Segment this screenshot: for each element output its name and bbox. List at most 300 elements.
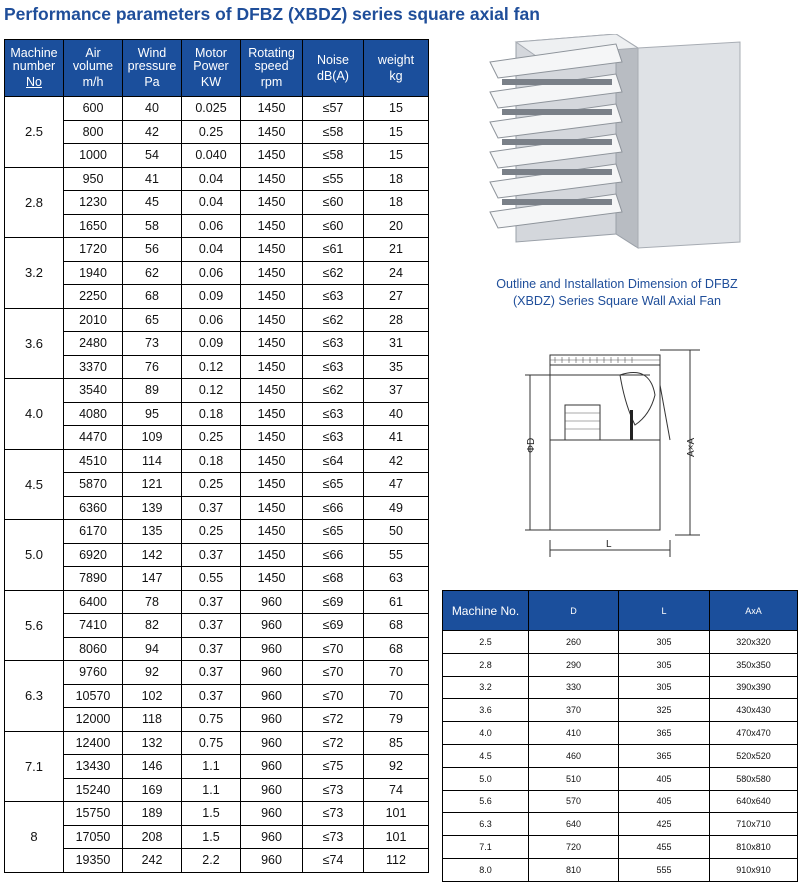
wind-pressure-cell: 146	[123, 755, 182, 779]
air-volume-cell: 4510	[64, 449, 123, 473]
motor-power-cell: 1.1	[182, 755, 241, 779]
dimension-table	[442, 590, 798, 882]
wind-pressure-cell: 189	[123, 802, 182, 826]
noise-cell: ≤63	[303, 355, 364, 379]
machine-no-cell: 2.8	[443, 653, 529, 676]
motor-power-cell: 0.37	[182, 637, 241, 661]
caption-line-2: (XBDZ) Series Square Wall Axial Fan	[512, 294, 722, 308]
rotating-speed-cell: 1450	[241, 238, 303, 262]
header-machine-number: Machine number No	[5, 40, 64, 97]
table-row	[5, 97, 429, 121]
air-volume-cell: 6400	[64, 590, 123, 614]
performance-header-row	[5, 40, 429, 97]
weight-cell: 18	[364, 167, 429, 191]
l-cell: 405	[619, 767, 710, 790]
air-volume-cell: 12400	[64, 731, 123, 755]
axa-cell: 810x810	[710, 836, 798, 859]
noise-cell: ≤70	[303, 661, 364, 685]
page-title: Performance parameters of DFBZ (XBDZ) series square axial fan	[4, 4, 540, 24]
air-volume-cell: 7410	[64, 614, 123, 638]
motor-power-cell: 0.37	[182, 590, 241, 614]
air-volume-cell: 15240	[64, 778, 123, 802]
l-cell: 455	[619, 836, 710, 859]
table-row	[5, 379, 429, 403]
axa-cell: 910x910	[710, 858, 798, 881]
wind-pressure-cell: 45	[123, 191, 182, 215]
header-machine-no: Machine No.	[443, 591, 529, 631]
rotating-speed-cell: 960	[241, 755, 303, 779]
air-volume-cell: 1000	[64, 144, 123, 168]
motor-power-cell: 0.04	[182, 167, 241, 191]
table-row	[5, 308, 429, 332]
air-volume-cell: 600	[64, 97, 123, 121]
machine-no-cell: 6.3	[443, 813, 529, 836]
table-row	[5, 802, 429, 826]
table-row	[5, 449, 429, 473]
wind-pressure-cell: 58	[123, 214, 182, 238]
weight-cell: 18	[364, 191, 429, 215]
fan-photo	[488, 34, 756, 254]
noise-cell: ≤63	[303, 426, 364, 450]
weight-cell: 70	[364, 684, 429, 708]
air-volume-cell: 13430	[64, 755, 123, 779]
air-volume-cell: 800	[64, 120, 123, 144]
wind-pressure-cell: 78	[123, 590, 182, 614]
weight-cell: 101	[364, 802, 429, 826]
header-axa: AxA	[710, 591, 798, 631]
l-cell: 555	[619, 858, 710, 881]
rotating-speed-cell: 1450	[241, 567, 303, 591]
motor-power-cell: 0.04	[182, 191, 241, 215]
l-cell: 365	[619, 744, 710, 767]
air-volume-cell: 6360	[64, 496, 123, 520]
air-volume-cell: 4080	[64, 402, 123, 426]
l-cell: 425	[619, 813, 710, 836]
air-volume-cell: 9760	[64, 661, 123, 685]
header-l: L	[619, 591, 710, 631]
wind-pressure-cell: 139	[123, 496, 182, 520]
air-volume-cell: 6920	[64, 543, 123, 567]
noise-cell: ≤72	[303, 731, 364, 755]
weight-cell: 61	[364, 590, 429, 614]
rotating-speed-cell: 960	[241, 731, 303, 755]
noise-cell: ≤65	[303, 520, 364, 544]
table-row	[5, 708, 429, 732]
noise-cell: ≤73	[303, 778, 364, 802]
wind-pressure-cell: 242	[123, 849, 182, 873]
d-cell: 720	[529, 836, 619, 859]
header-air-volume: Air volume m/h	[64, 40, 123, 97]
motor-power-cell: 0.06	[182, 261, 241, 285]
air-volume-cell: 17050	[64, 825, 123, 849]
table-row	[5, 543, 429, 567]
motor-power-cell: 0.37	[182, 543, 241, 567]
table-row	[443, 676, 798, 699]
motor-power-cell: 0.040	[182, 144, 241, 168]
wind-pressure-cell: 135	[123, 520, 182, 544]
rotating-speed-cell: 1450	[241, 426, 303, 450]
weight-cell: 63	[364, 567, 429, 591]
wind-pressure-cell: 68	[123, 285, 182, 309]
d-cell: 370	[529, 699, 619, 722]
weight-cell: 50	[364, 520, 429, 544]
wind-pressure-cell: 147	[123, 567, 182, 591]
weight-cell: 68	[364, 614, 429, 638]
rotating-speed-cell: 1450	[241, 144, 303, 168]
wind-pressure-cell: 73	[123, 332, 182, 356]
noise-cell: ≤74	[303, 849, 364, 873]
rotating-speed-cell: 1450	[241, 308, 303, 332]
d-cell: 810	[529, 858, 619, 881]
machine-number-cell: 5.0	[5, 520, 64, 591]
motor-power-cell: 0.025	[182, 97, 241, 121]
weight-cell: 21	[364, 238, 429, 262]
noise-cell: ≤63	[303, 402, 364, 426]
weight-cell: 79	[364, 708, 429, 732]
wind-pressure-cell: 89	[123, 379, 182, 403]
noise-cell: ≤60	[303, 214, 364, 238]
noise-cell: ≤62	[303, 379, 364, 403]
motor-power-cell: 0.25	[182, 473, 241, 497]
header-wind-pressure: Wind pressure Pa	[123, 40, 182, 97]
machine-no-cell: 4.5	[443, 744, 529, 767]
table-row	[5, 238, 429, 262]
noise-cell: ≤55	[303, 167, 364, 191]
wind-pressure-cell: 41	[123, 167, 182, 191]
air-volume-cell: 2010	[64, 308, 123, 332]
motor-power-cell: 0.75	[182, 708, 241, 732]
machine-no-cell: 3.2	[443, 676, 529, 699]
l-cell: 405	[619, 790, 710, 813]
table-row	[443, 858, 798, 881]
table-row	[5, 214, 429, 238]
noise-cell: ≤58	[303, 120, 364, 144]
rotating-speed-cell: 1450	[241, 543, 303, 567]
table-row	[5, 332, 429, 356]
length-label: L	[606, 539, 612, 550]
machine-no-cell: 7.1	[443, 836, 529, 859]
axa-cell: 470x470	[710, 722, 798, 745]
table-row	[443, 813, 798, 836]
weight-cell: 28	[364, 308, 429, 332]
axa-cell: 320x320	[710, 631, 798, 654]
wind-pressure-cell: 42	[123, 120, 182, 144]
motor-power-cell: 0.75	[182, 731, 241, 755]
machine-no-cell: 5.0	[443, 767, 529, 790]
diameter-label: ΦD	[526, 437, 537, 453]
weight-cell: 41	[364, 426, 429, 450]
table-row	[5, 191, 429, 215]
noise-cell: ≤60	[303, 191, 364, 215]
noise-cell: ≤72	[303, 708, 364, 732]
d-cell: 510	[529, 767, 619, 790]
machine-no-cell: 5.6	[443, 790, 529, 813]
motor-power-cell: 0.25	[182, 520, 241, 544]
d-cell: 640	[529, 813, 619, 836]
rotating-speed-cell: 1450	[241, 355, 303, 379]
rotating-speed-cell: 1450	[241, 285, 303, 309]
header-weight: weight kg	[364, 40, 429, 97]
air-volume-cell: 1720	[64, 238, 123, 262]
table-row	[5, 614, 429, 638]
rotating-speed-cell: 1450	[241, 191, 303, 215]
rotating-speed-cell: 1450	[241, 261, 303, 285]
air-volume-cell: 1230	[64, 191, 123, 215]
wind-pressure-cell: 208	[123, 825, 182, 849]
wind-pressure-cell: 114	[123, 449, 182, 473]
table-row	[443, 699, 798, 722]
wind-pressure-cell: 132	[123, 731, 182, 755]
air-volume-cell: 5870	[64, 473, 123, 497]
weight-cell: 49	[364, 496, 429, 520]
noise-cell: ≤64	[303, 449, 364, 473]
weight-cell: 37	[364, 379, 429, 403]
noise-cell: ≤70	[303, 684, 364, 708]
axa-cell: 390x390	[710, 676, 798, 699]
table-row	[5, 402, 429, 426]
rotating-speed-cell: 960	[241, 825, 303, 849]
rotating-speed-cell: 960	[241, 637, 303, 661]
machine-no-cell: 8.0	[443, 858, 529, 881]
rotating-speed-cell: 960	[241, 684, 303, 708]
weight-cell: 15	[364, 120, 429, 144]
header-rotating-speed: Rotating speed rpm	[241, 40, 303, 97]
motor-power-cell: 0.37	[182, 684, 241, 708]
table-row	[5, 167, 429, 191]
weight-cell: 15	[364, 144, 429, 168]
weight-cell: 24	[364, 261, 429, 285]
rotating-speed-cell: 960	[241, 778, 303, 802]
weight-cell: 20	[364, 214, 429, 238]
wind-pressure-cell: 142	[123, 543, 182, 567]
weight-cell: 40	[364, 402, 429, 426]
weight-cell: 31	[364, 332, 429, 356]
axa-cell: 580x580	[710, 767, 798, 790]
table-row	[443, 767, 798, 790]
noise-cell: ≤58	[303, 144, 364, 168]
machine-no-cell: 4.0	[443, 722, 529, 745]
motor-power-cell: 0.09	[182, 332, 241, 356]
d-cell: 410	[529, 722, 619, 745]
wind-pressure-cell: 109	[123, 426, 182, 450]
motor-power-cell: 0.18	[182, 402, 241, 426]
table-row	[5, 684, 429, 708]
noise-cell: ≤73	[303, 825, 364, 849]
table-row	[5, 520, 429, 544]
table-row	[5, 849, 429, 873]
motor-power-cell: 0.12	[182, 379, 241, 403]
machine-number-cell: 4.5	[5, 449, 64, 520]
axa-cell: 430x430	[710, 699, 798, 722]
noise-cell: ≤69	[303, 590, 364, 614]
machine-number-cell: 8	[5, 802, 64, 873]
axa-cell: 710x710	[710, 813, 798, 836]
d-cell: 330	[529, 676, 619, 699]
air-volume-cell: 19350	[64, 849, 123, 873]
noise-cell: ≤73	[303, 802, 364, 826]
l-cell: 365	[619, 722, 710, 745]
noise-cell: ≤75	[303, 755, 364, 779]
l-cell: 325	[619, 699, 710, 722]
motor-power-cell: 1.5	[182, 825, 241, 849]
table-row	[5, 261, 429, 285]
axa-cell: 520x520	[710, 744, 798, 767]
motor-power-cell: 0.37	[182, 614, 241, 638]
noise-cell: ≤69	[303, 614, 364, 638]
table-row	[5, 755, 429, 779]
table-row	[5, 590, 429, 614]
machine-number-cell: 4.0	[5, 379, 64, 450]
weight-cell: 101	[364, 825, 429, 849]
noise-cell: ≤63	[303, 285, 364, 309]
motor-power-cell: 0.37	[182, 661, 241, 685]
air-volume-cell: 7890	[64, 567, 123, 591]
weight-cell: 92	[364, 755, 429, 779]
rotating-speed-cell: 1450	[241, 214, 303, 238]
noise-cell: ≤70	[303, 637, 364, 661]
noise-cell: ≤61	[303, 238, 364, 262]
table-row	[5, 426, 429, 450]
wind-pressure-cell: 92	[123, 661, 182, 685]
noise-cell: ≤63	[303, 332, 364, 356]
rotating-speed-cell: 1450	[241, 332, 303, 356]
machine-no-cell: 3.6	[443, 699, 529, 722]
table-row	[5, 496, 429, 520]
table-row	[5, 285, 429, 309]
d-cell: 460	[529, 744, 619, 767]
air-volume-cell: 4470	[64, 426, 123, 450]
air-volume-cell: 1650	[64, 214, 123, 238]
drawing-caption	[462, 276, 772, 310]
machine-number-cell: 5.6	[5, 590, 64, 661]
weight-cell: 15	[364, 97, 429, 121]
weight-cell: 85	[364, 731, 429, 755]
noise-cell: ≤62	[303, 308, 364, 332]
machine-number-cell: 3.2	[5, 238, 64, 309]
rotating-speed-cell: 1450	[241, 496, 303, 520]
rotating-speed-cell: 960	[241, 802, 303, 826]
rotating-speed-cell: 1450	[241, 167, 303, 191]
wind-pressure-cell: 102	[123, 684, 182, 708]
fan-shaft	[630, 410, 633, 440]
noise-cell: ≤62	[303, 261, 364, 285]
air-volume-cell: 1940	[64, 261, 123, 285]
rotating-speed-cell: 1450	[241, 449, 303, 473]
motor-power-cell: 1.5	[182, 802, 241, 826]
air-volume-cell: 3540	[64, 379, 123, 403]
noise-cell: ≤66	[303, 543, 364, 567]
motor-power-cell: 2.2	[182, 849, 241, 873]
d-cell: 290	[529, 653, 619, 676]
table-row	[5, 120, 429, 144]
table-row	[5, 473, 429, 497]
motor-power-cell: 1.1	[182, 778, 241, 802]
header-motor-power: Motor Power KW	[182, 40, 241, 97]
weight-cell: 27	[364, 285, 429, 309]
motor-power-cell: 0.06	[182, 308, 241, 332]
machine-number-cell: 6.3	[5, 661, 64, 732]
wind-pressure-cell: 169	[123, 778, 182, 802]
d-cell: 570	[529, 790, 619, 813]
weight-cell: 47	[364, 473, 429, 497]
weight-cell: 112	[364, 849, 429, 873]
table-row	[5, 355, 429, 379]
weight-cell: 55	[364, 543, 429, 567]
machine-number-cell: 3.6	[5, 308, 64, 379]
axa-cell: 350x350	[710, 653, 798, 676]
wind-pressure-cell: 118	[123, 708, 182, 732]
noise-cell: ≤65	[303, 473, 364, 497]
air-volume-cell: 8060	[64, 637, 123, 661]
table-row	[443, 722, 798, 745]
motor-power-cell: 0.25	[182, 120, 241, 144]
noise-cell: ≤68	[303, 567, 364, 591]
wind-pressure-cell: 54	[123, 144, 182, 168]
motor-power-cell: 0.25	[182, 426, 241, 450]
rotating-speed-cell: 1450	[241, 402, 303, 426]
table-row	[5, 661, 429, 685]
motor-power-cell: 0.12	[182, 355, 241, 379]
weight-cell: 74	[364, 778, 429, 802]
wind-pressure-cell: 82	[123, 614, 182, 638]
motor-power-cell: 0.18	[182, 449, 241, 473]
noise-cell: ≤57	[303, 97, 364, 121]
air-volume-cell: 15750	[64, 802, 123, 826]
rotating-speed-cell: 1450	[241, 97, 303, 121]
dimension-drawing	[510, 345, 720, 567]
machine-number-cell: 7.1	[5, 731, 64, 802]
wind-pressure-cell: 62	[123, 261, 182, 285]
d-cell: 260	[529, 631, 619, 654]
air-volume-cell: 6170	[64, 520, 123, 544]
rotating-speed-cell: 960	[241, 849, 303, 873]
noise-cell: ≤66	[303, 496, 364, 520]
air-volume-cell: 2250	[64, 285, 123, 309]
l-cell: 305	[619, 653, 710, 676]
rotating-speed-cell: 1450	[241, 379, 303, 403]
table-row	[5, 825, 429, 849]
header-d: D	[529, 591, 619, 631]
motor-power-cell: 0.37	[182, 496, 241, 520]
table-row	[5, 567, 429, 591]
rotating-speed-cell: 1450	[241, 120, 303, 144]
wind-pressure-cell: 121	[123, 473, 182, 497]
weight-cell: 70	[364, 661, 429, 685]
rotating-speed-cell: 960	[241, 590, 303, 614]
rotating-speed-cell: 960	[241, 708, 303, 732]
wind-pressure-cell: 40	[123, 97, 182, 121]
machine-number-cell: 2.8	[5, 167, 64, 238]
l-cell: 305	[619, 676, 710, 699]
machine-no-cell: 2.5	[443, 631, 529, 654]
rotating-speed-cell: 1450	[241, 473, 303, 497]
motor-power-cell: 0.06	[182, 214, 241, 238]
wind-pressure-cell: 94	[123, 637, 182, 661]
weight-cell: 68	[364, 637, 429, 661]
performance-table	[4, 39, 429, 873]
table-row	[443, 836, 798, 859]
header-noise: Noise dB(A)	[303, 40, 364, 97]
table-row	[443, 744, 798, 767]
motor-power-cell: 0.04	[182, 238, 241, 262]
rotating-speed-cell: 1450	[241, 520, 303, 544]
table-row	[5, 731, 429, 755]
l-cell: 305	[619, 631, 710, 654]
wind-pressure-cell: 65	[123, 308, 182, 332]
air-volume-cell: 3370	[64, 355, 123, 379]
air-volume-cell: 10570	[64, 684, 123, 708]
weight-cell: 42	[364, 449, 429, 473]
